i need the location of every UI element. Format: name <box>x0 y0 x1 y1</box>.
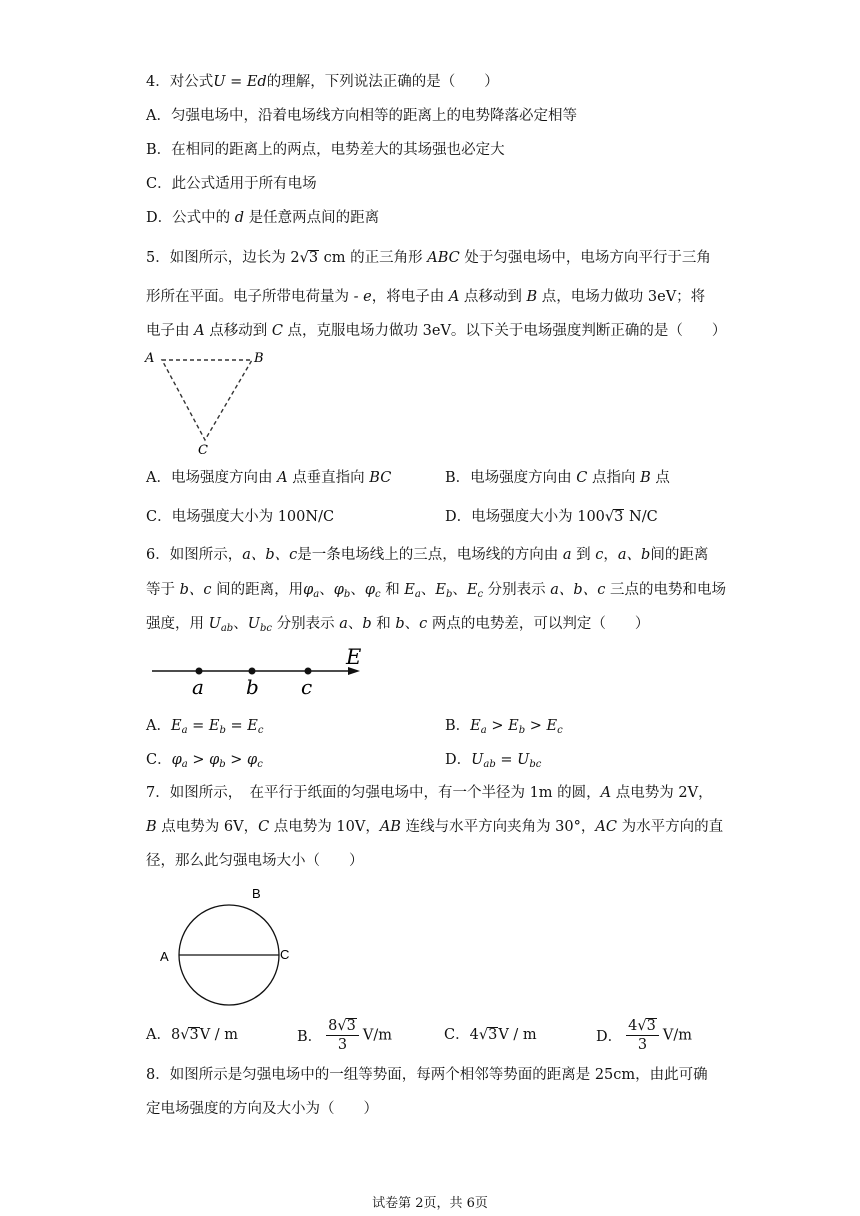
q5-option-a: A．电场强度方向由 A 点垂直指向 BC <box>146 470 392 486</box>
q6-stem-line1: 6．如图所示，a、b、c是一条电场线上的三点，电场线的方向由 a 到 c，a、b间的距离 <box>146 547 709 563</box>
q7-option-c: C．4√3V / m <box>444 1027 537 1043</box>
q4-option-d: D．公式中的 d 是任意两点间的距离 <box>146 210 380 226</box>
q7-option-b: B． $\frac{8√3}{3}$ V/m <box>297 1018 392 1053</box>
q7-option-d: D． $\frac{4√3}{3}$ V/m <box>596 1018 692 1053</box>
field-line-figure <box>148 644 378 700</box>
q6-option-b: B．$E_a > E_b > E_c$ <box>445 718 563 736</box>
q5-option-c: C．电场强度大小为 100N/C <box>146 509 335 525</box>
point-label-b: b <box>246 675 259 699</box>
point-label-c: c <box>301 675 313 699</box>
triangle-label-a: A <box>145 351 155 366</box>
q7-stem-line1: 7．如图所示， 在平行于纸面的匀强电场中，有一个半径为 1m 的圆，A 点电势为 2V， <box>146 785 713 801</box>
q5-stem-line1: 5．如图所示，边长为 2√3 cm 的正三角形 ABC 处于匀强电场中，电场方向平行于三角 <box>146 250 711 266</box>
circle-label-a: A <box>160 949 169 964</box>
q7-option-a: A．8√3V / m <box>146 1027 239 1043</box>
q4-option-b: B．在相同的距离上的两点，电势差大的其场强也必定大 <box>146 142 505 158</box>
q6-option-a: A．$E_a = E_b = E_c$ <box>146 718 264 736</box>
q5-stem-line3: 电子由 A 点移动到 C 点，克服电场力做功 3eV。以下关于电场强度判断正确的是（ ） <box>146 323 727 339</box>
q6-stem-line2: 等于 b、c 间的距离，用$\varphi_a$、$\varphi_b$、$\varphi_c$ 和 $E_a$、$E_b$、$E_c$ 分别表示 a、b、c 三点的电势和电场 <box>146 582 726 600</box>
q6-option-d: D．$U_{ab} = U_{bc}$ <box>445 752 542 770</box>
triangle-label-b: B <box>254 351 264 366</box>
q5-option-b: B．电场强度方向由 C 点指向 B 点 <box>445 470 670 486</box>
q8-stem-line1: 8．如图所示是匀强电场中的一组等势面，每两个相邻等势面的距离是 25cm，由此可确 <box>146 1067 708 1083</box>
q4-stem: 4．对公式U = Ed的理解，下列说法正确的是（ ） <box>146 74 499 90</box>
page-footer: 试卷第 2页，共 6页 <box>372 1196 488 1211</box>
q6-option-c: C．$\varphi_a > \varphi_b > \varphi_c$ <box>146 752 263 770</box>
circle-label-c: C <box>280 947 290 962</box>
q4-option-a: A．匀强电场中，沿着电场线方向相等的距离上的电势降落必定相等 <box>146 108 577 124</box>
point-label-a: a <box>192 675 204 699</box>
circle-figure <box>150 882 300 1028</box>
triangle-figure <box>140 344 280 460</box>
circle-label-b: B <box>252 886 261 901</box>
q8-stem-line2: 定电场强度的方向及大小为（ ） <box>146 1101 378 1117</box>
q6-stem-line3: 强度，用 $U_{ab}$、$U_{bc}$ 分别表示 a、b 和 b、c 两点的电势差，可以判定（ ） <box>146 616 650 634</box>
field-label-e: E <box>346 645 362 669</box>
q4-option-c: C．此公式适用于所有电场 <box>146 176 317 192</box>
q5-option-d: D．电场强度大小为 100√3 N/C <box>445 509 658 525</box>
q7-stem-line3: 径，那么此匀强电场大小（ ） <box>146 853 364 869</box>
q5-stem-line2: 形所在平面。电子所带电荷量为 - e，将电子由 A 点移动到 B 点，电场力做功 3eV；将 <box>146 289 706 305</box>
triangle-label-c: C <box>198 443 208 458</box>
q7-stem-line2: B 点电势为 6V，C 点电势为 10V，AB 连线与水平方向夹角为 30°，AC 为水平方向的直 <box>146 819 724 835</box>
